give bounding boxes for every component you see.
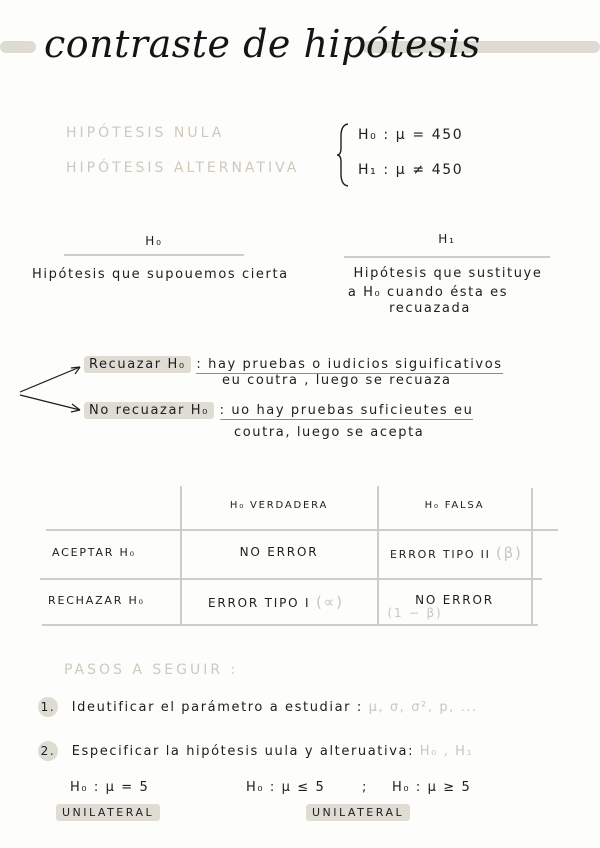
h0-underline [64, 254, 244, 256]
reject-decision [84, 357, 503, 372]
steps-heading: PASOS A SEGUIR : [64, 662, 239, 678]
accept-decision [84, 403, 473, 418]
error-type-2: ERROR TIPO II [390, 548, 491, 561]
accept-description: : uo hay pruebas suficieutes eu [219, 403, 474, 418]
brace-icon [336, 122, 350, 188]
h0-definition: Hipótesis que supouemos cierta [32, 267, 289, 282]
col-header-h0-false: H₀ FALSA [424, 500, 485, 511]
step-2-text: Especificar la hipótesis uula y alteruativa: [71, 744, 415, 759]
alpha-symbol: (∝) [316, 593, 344, 611]
h1-definition-line2: a H₀ cuando ésta es [347, 285, 509, 300]
power-label: (1 − β) [387, 606, 443, 620]
row-header-accept: ACEPTAR H₀ [52, 546, 136, 559]
step-2-number: 2. [38, 741, 58, 761]
accept-label: No recuazar H₀ [84, 402, 214, 419]
step-2-params: H₀ , H₁ [419, 744, 474, 759]
h0-header: H₀ [145, 234, 163, 248]
error-type-1: ERROR TIPO I [208, 596, 311, 610]
step-1-params: μ, σ, σ², p, ... [368, 700, 478, 715]
title-left-bar [0, 41, 36, 53]
table-hline-3 [42, 624, 538, 626]
decision-arrows-icon [18, 362, 84, 416]
cell-reject-true [208, 593, 344, 611]
step-2 [38, 741, 473, 761]
tag-unilateral-1: UNILATERAL [56, 804, 160, 821]
tag-unilateral-2: UNILATERAL [306, 804, 410, 821]
h1-header: H₁ [438, 232, 456, 246]
page-title: contraste de hipótesis [44, 22, 481, 66]
h1-definition-line1: Hipótesis que sustituye [353, 266, 543, 281]
cell-reject-false: NO ERROR [415, 593, 494, 607]
step-1-text: Ideutificar el parámetro a estudiar : [71, 700, 363, 715]
example-bilateral: H₀ : μ = 5 [70, 780, 150, 795]
example-separator: ; [362, 780, 368, 795]
accept-description-line2: coutra, luego se acepta [234, 425, 425, 440]
cell-accept-false [390, 544, 523, 562]
reject-label: Recuazar H₀ [84, 356, 191, 373]
cell-accept-true: NO ERROR [239, 545, 319, 559]
reject-description-line2: eu coutra , luego se recuaza [222, 373, 452, 388]
h0-equation: H₀ : μ = 450 [358, 127, 464, 143]
example-unilateral-right: H₀ : μ ≥ 5 [392, 780, 472, 795]
row-header-reject: RECHAZAR H₀ [48, 594, 145, 607]
table-vline-3 [531, 488, 533, 624]
beta-symbol: (β) [495, 544, 523, 562]
table-hline-1 [46, 529, 558, 531]
reject-description: : hay pruebas o iudicios siguificativos [196, 357, 503, 372]
h1-equation: H₁ : μ ≠ 450 [358, 162, 464, 178]
h1-underline [344, 256, 550, 258]
h1-definition-line3: recuazada [389, 301, 471, 316]
example-unilateral-left: H₀ : μ ≤ 5 [246, 780, 326, 795]
table-hline-2 [40, 578, 542, 580]
step-1-number: 1. [38, 697, 58, 717]
step-1 [38, 697, 478, 717]
alt-hypothesis-label: HIPÓTESIS ALTERNATIVA [66, 160, 300, 176]
null-hypothesis-label: HIPÓTESIS NULA [66, 125, 225, 141]
col-header-h0-true: H₀ VERDADERA [229, 500, 329, 511]
